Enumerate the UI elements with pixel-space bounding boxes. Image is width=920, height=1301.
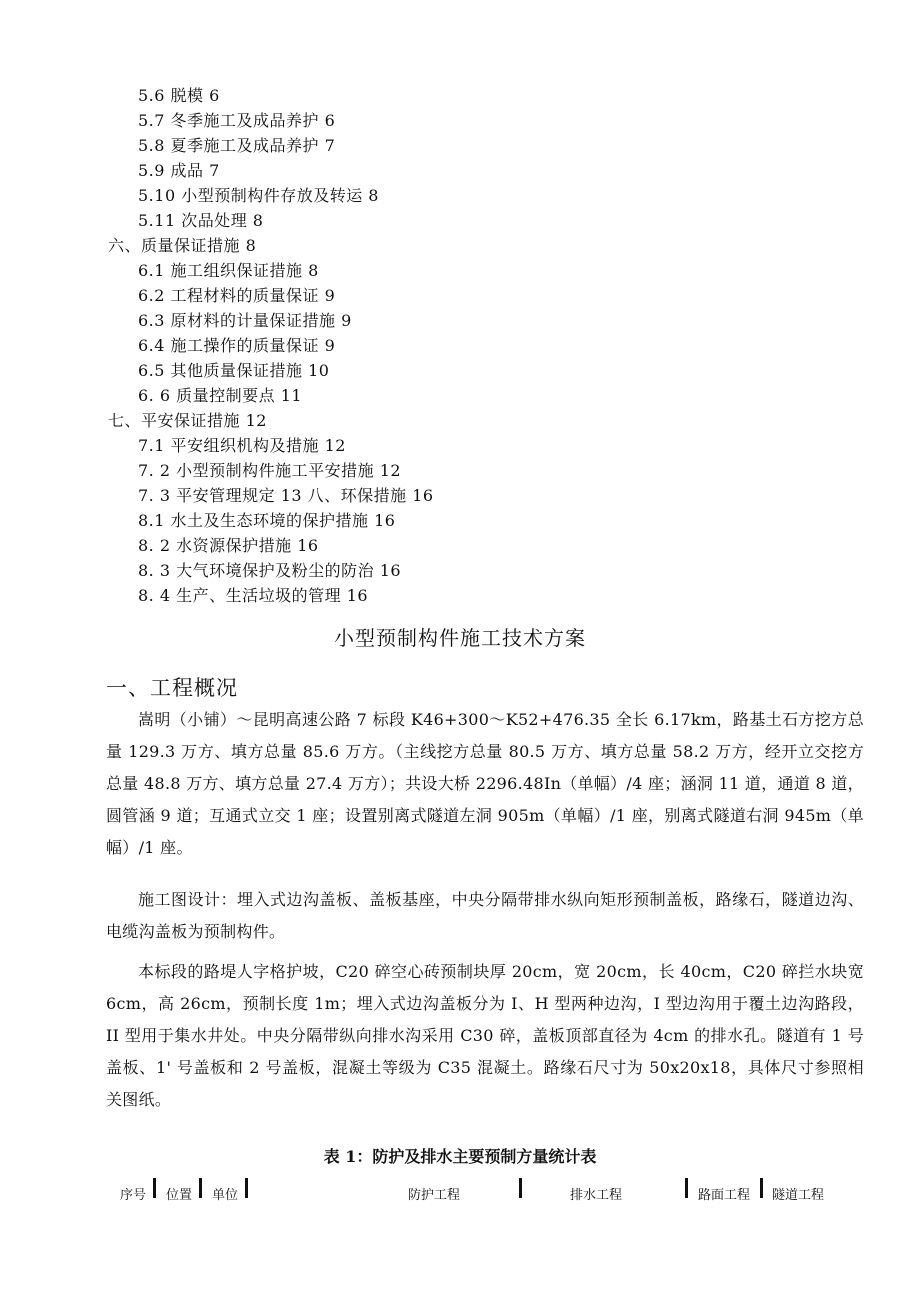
table-header-row [0, 1176, 920, 1206]
table-header-cell: 防护工程 [408, 1188, 461, 1203]
specification-paragraph: 本标段的路堤人字格护坡，C20 碎空心砖预制块厚 20cm，宽 20cm，长 40cm，C20 碎拦水块宽 6cm，高 26cm，预制长度 1m；埋入式边沟盖板分为 I、H 型两种边沟，I 型边沟用于覆土边沟路段，II 型用于集水井处。中央分隔带纵向排水沟采用 C30 碎，盖板顶部直径为 4cm 的排水孔。隧道有 1 号盖板、1' 号盖板和 2 号盖板，混凝土等级为 C35 混凝土。路缘石尺寸为 50x20x18，具体尺寸参照相关图纸。 [106, 962, 864, 1109]
toc-entry[interactable]: 7.1 平安组织机构及措施 12 [138, 436, 346, 455]
toc-entry[interactable]: 5.11 次品处理 8 [138, 211, 264, 230]
toc-entry[interactable]: 8.1 水土及生态环境的保护措施 16 [138, 511, 396, 530]
table-header-cell: 序号 [120, 1188, 147, 1203]
document-title: 小型预制构件施工技术方案 [334, 626, 586, 650]
design-paragraph: 施工图设计：埋入式边沟盖板、盖板基座，中央分隔带排水纵向矩形预制盖板，路缘石，隧道边沟、电缆沟盖板为预制构件。 [106, 890, 864, 941]
toc-entry[interactable]: 6.2 工程材料的质量保证 9 [138, 286, 336, 305]
project-overview-paragraph: 嵩明（小铺）～昆明高速公路 7 标段 K46+300～K52+476.35 全长 6.17km，路基土石方挖方总量 129.3 万方、填方总量 85.6 万方。（主线挖方总量 80.5 万方、填方总量 58.2 万方，经开立交挖方总量 48.8 万方、填方总量 27.4 万方）；共设大桥 2296.48In（单幅）/4 座；涵洞 11 道，通道 8 道，圆管涵 9 道；互通式立交 1 座；设置别离式隧道左洞 905m（单幅）/1 座，别离式隧道右洞 945m（单幅）/1 座。 [106, 710, 864, 857]
toc-entry[interactable]: 6.1 施工组织保证措施 8 [138, 261, 319, 280]
toc-entry[interactable]: 5.6 脱模 6 [138, 86, 220, 105]
toc-entry[interactable]: 7. 2 小型预制构件施工平安措施 12 [138, 461, 402, 480]
section-heading: 一、工程概况 [106, 676, 238, 700]
toc-entry[interactable]: 6.3 原材料的计量保证措施 9 [138, 311, 352, 330]
toc-entry[interactable]: 7. 3 平安管理规定 13 八、环保措施 16 [138, 486, 434, 505]
table-header-cell: 隧道工程 [772, 1188, 825, 1203]
toc-entry[interactable]: 6.5 其他质量保证措施 10 [138, 361, 330, 380]
table-caption: 表 1：防护及排水主要预制方量统计表 [323, 1147, 597, 1166]
toc-entry[interactable]: 6. 6 质量控制要点 11 [138, 386, 303, 405]
toc-entry[interactable]: 5.9 成品 7 [138, 161, 220, 180]
toc-entry[interactable]: 8. 2 水资源保护措施 16 [138, 536, 319, 555]
column-divider [245, 1178, 248, 1198]
table-header-cell: 位置 [166, 1188, 193, 1203]
column-divider [153, 1178, 156, 1198]
toc-entry[interactable]: 5.7 冬季施工及成品养护 6 [138, 111, 336, 130]
toc-entry[interactable]: 8. 3 大气环境保护及粉尘的防治 16 [138, 561, 402, 580]
column-divider [760, 1178, 763, 1198]
table-header-cell: 路面工程 [698, 1188, 751, 1203]
toc-entry[interactable]: 6.4 施工操作的质量保证 9 [138, 336, 336, 355]
column-divider [519, 1178, 522, 1198]
table-header-cell: 排水工程 [570, 1188, 623, 1203]
toc-entry[interactable]: 8. 4 生产、生活垃圾的管理 16 [138, 586, 369, 605]
column-divider [685, 1178, 688, 1198]
column-divider [199, 1178, 202, 1198]
toc-entry[interactable]: 5.10 小型预制构件存放及转运 8 [138, 186, 379, 205]
toc-entry[interactable]: 5.8 夏季施工及成品养护 7 [138, 136, 336, 155]
toc-chapter[interactable]: 七、平安保证措施 12 [108, 411, 267, 430]
table-header-cell: 单位 [212, 1188, 239, 1203]
toc-chapter[interactable]: 六、质量保证措施 8 [108, 236, 257, 255]
